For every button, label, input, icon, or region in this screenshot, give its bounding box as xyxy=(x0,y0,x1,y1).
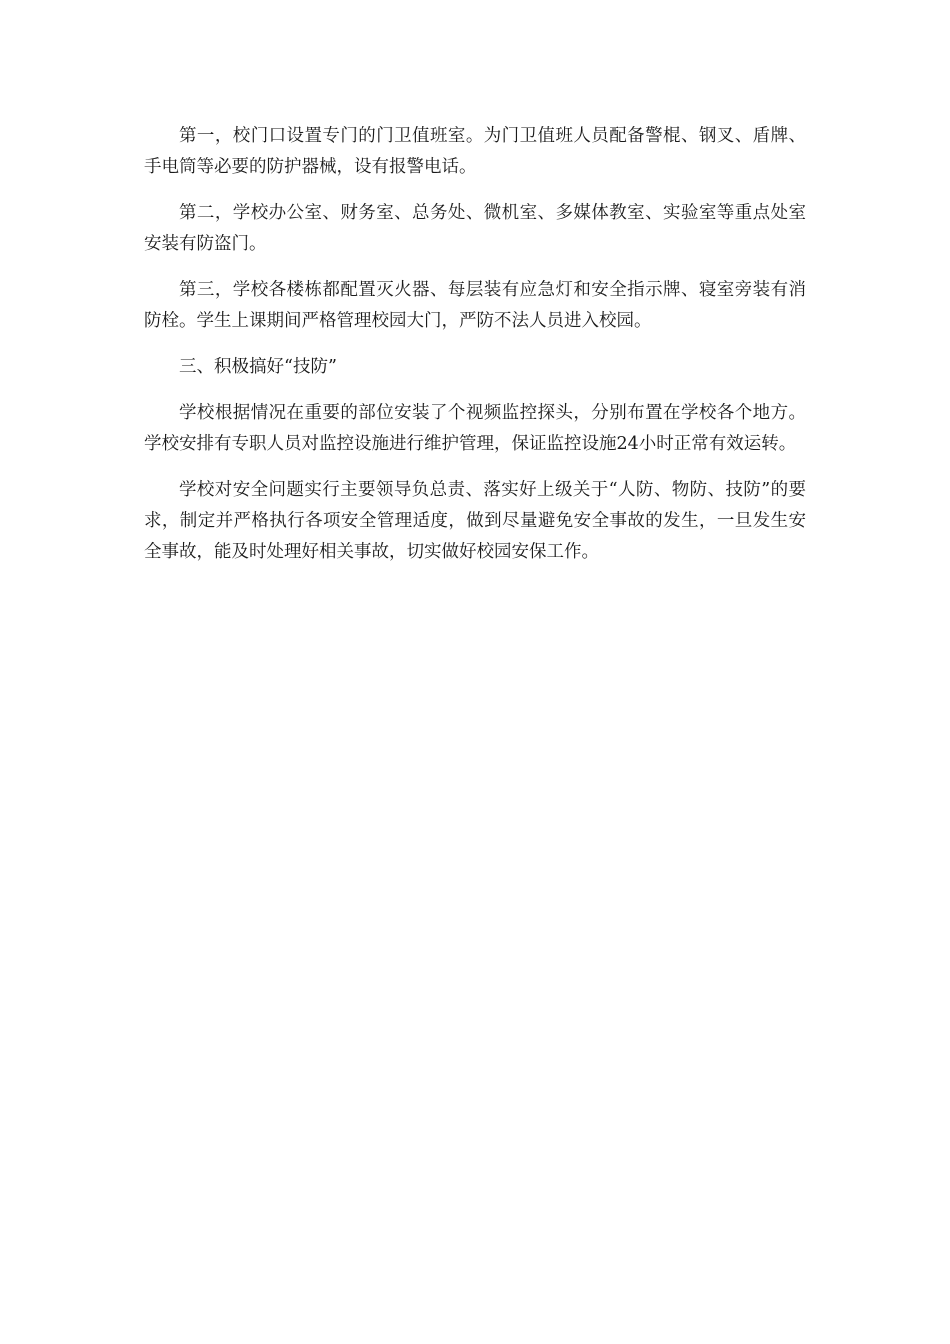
paragraph-3: 第三，学校各楼栋都配置灭火器、每层装有应急灯和安全指示牌、寝室旁装有消防栓。学生上课期间严格管理校园大门，严防不法人员进入校园。 xyxy=(144,280,806,331)
section-heading: 三、积极搞好“技防” xyxy=(179,357,337,377)
paragraph-1: 第一，校门口设置专门的门卫值班室。为门卫值班人员配备警棍、钢叉、盾牌、手电筒等必要的防护器械，设有报警电话。 xyxy=(144,126,806,177)
document-body xyxy=(144,121,806,583)
paragraph-2: 第二，学校办公室、财务室、总务处、微机室、多媒体教室、实验室等重点处室安装有防盗门。 xyxy=(144,203,806,254)
paragraph-4: 学校根据情况在重要的部位安装了个视频监控探头，分别布置在学校各个地方。学校安排有专职人员对监控设施进行维护管理，保证监控设施24小时正常有效运转。 xyxy=(144,403,806,454)
paragraph-5: 学校对安全问题实行主要领导负总责、落实好上级关于“人防、物防、技防”的要求，制定并严格执行各项安全管理适度，做到尽量避免安全事故的发生，一旦发生安全事故，能及时处理好相关事故，切实做好校园安保工作。 xyxy=(144,480,806,562)
